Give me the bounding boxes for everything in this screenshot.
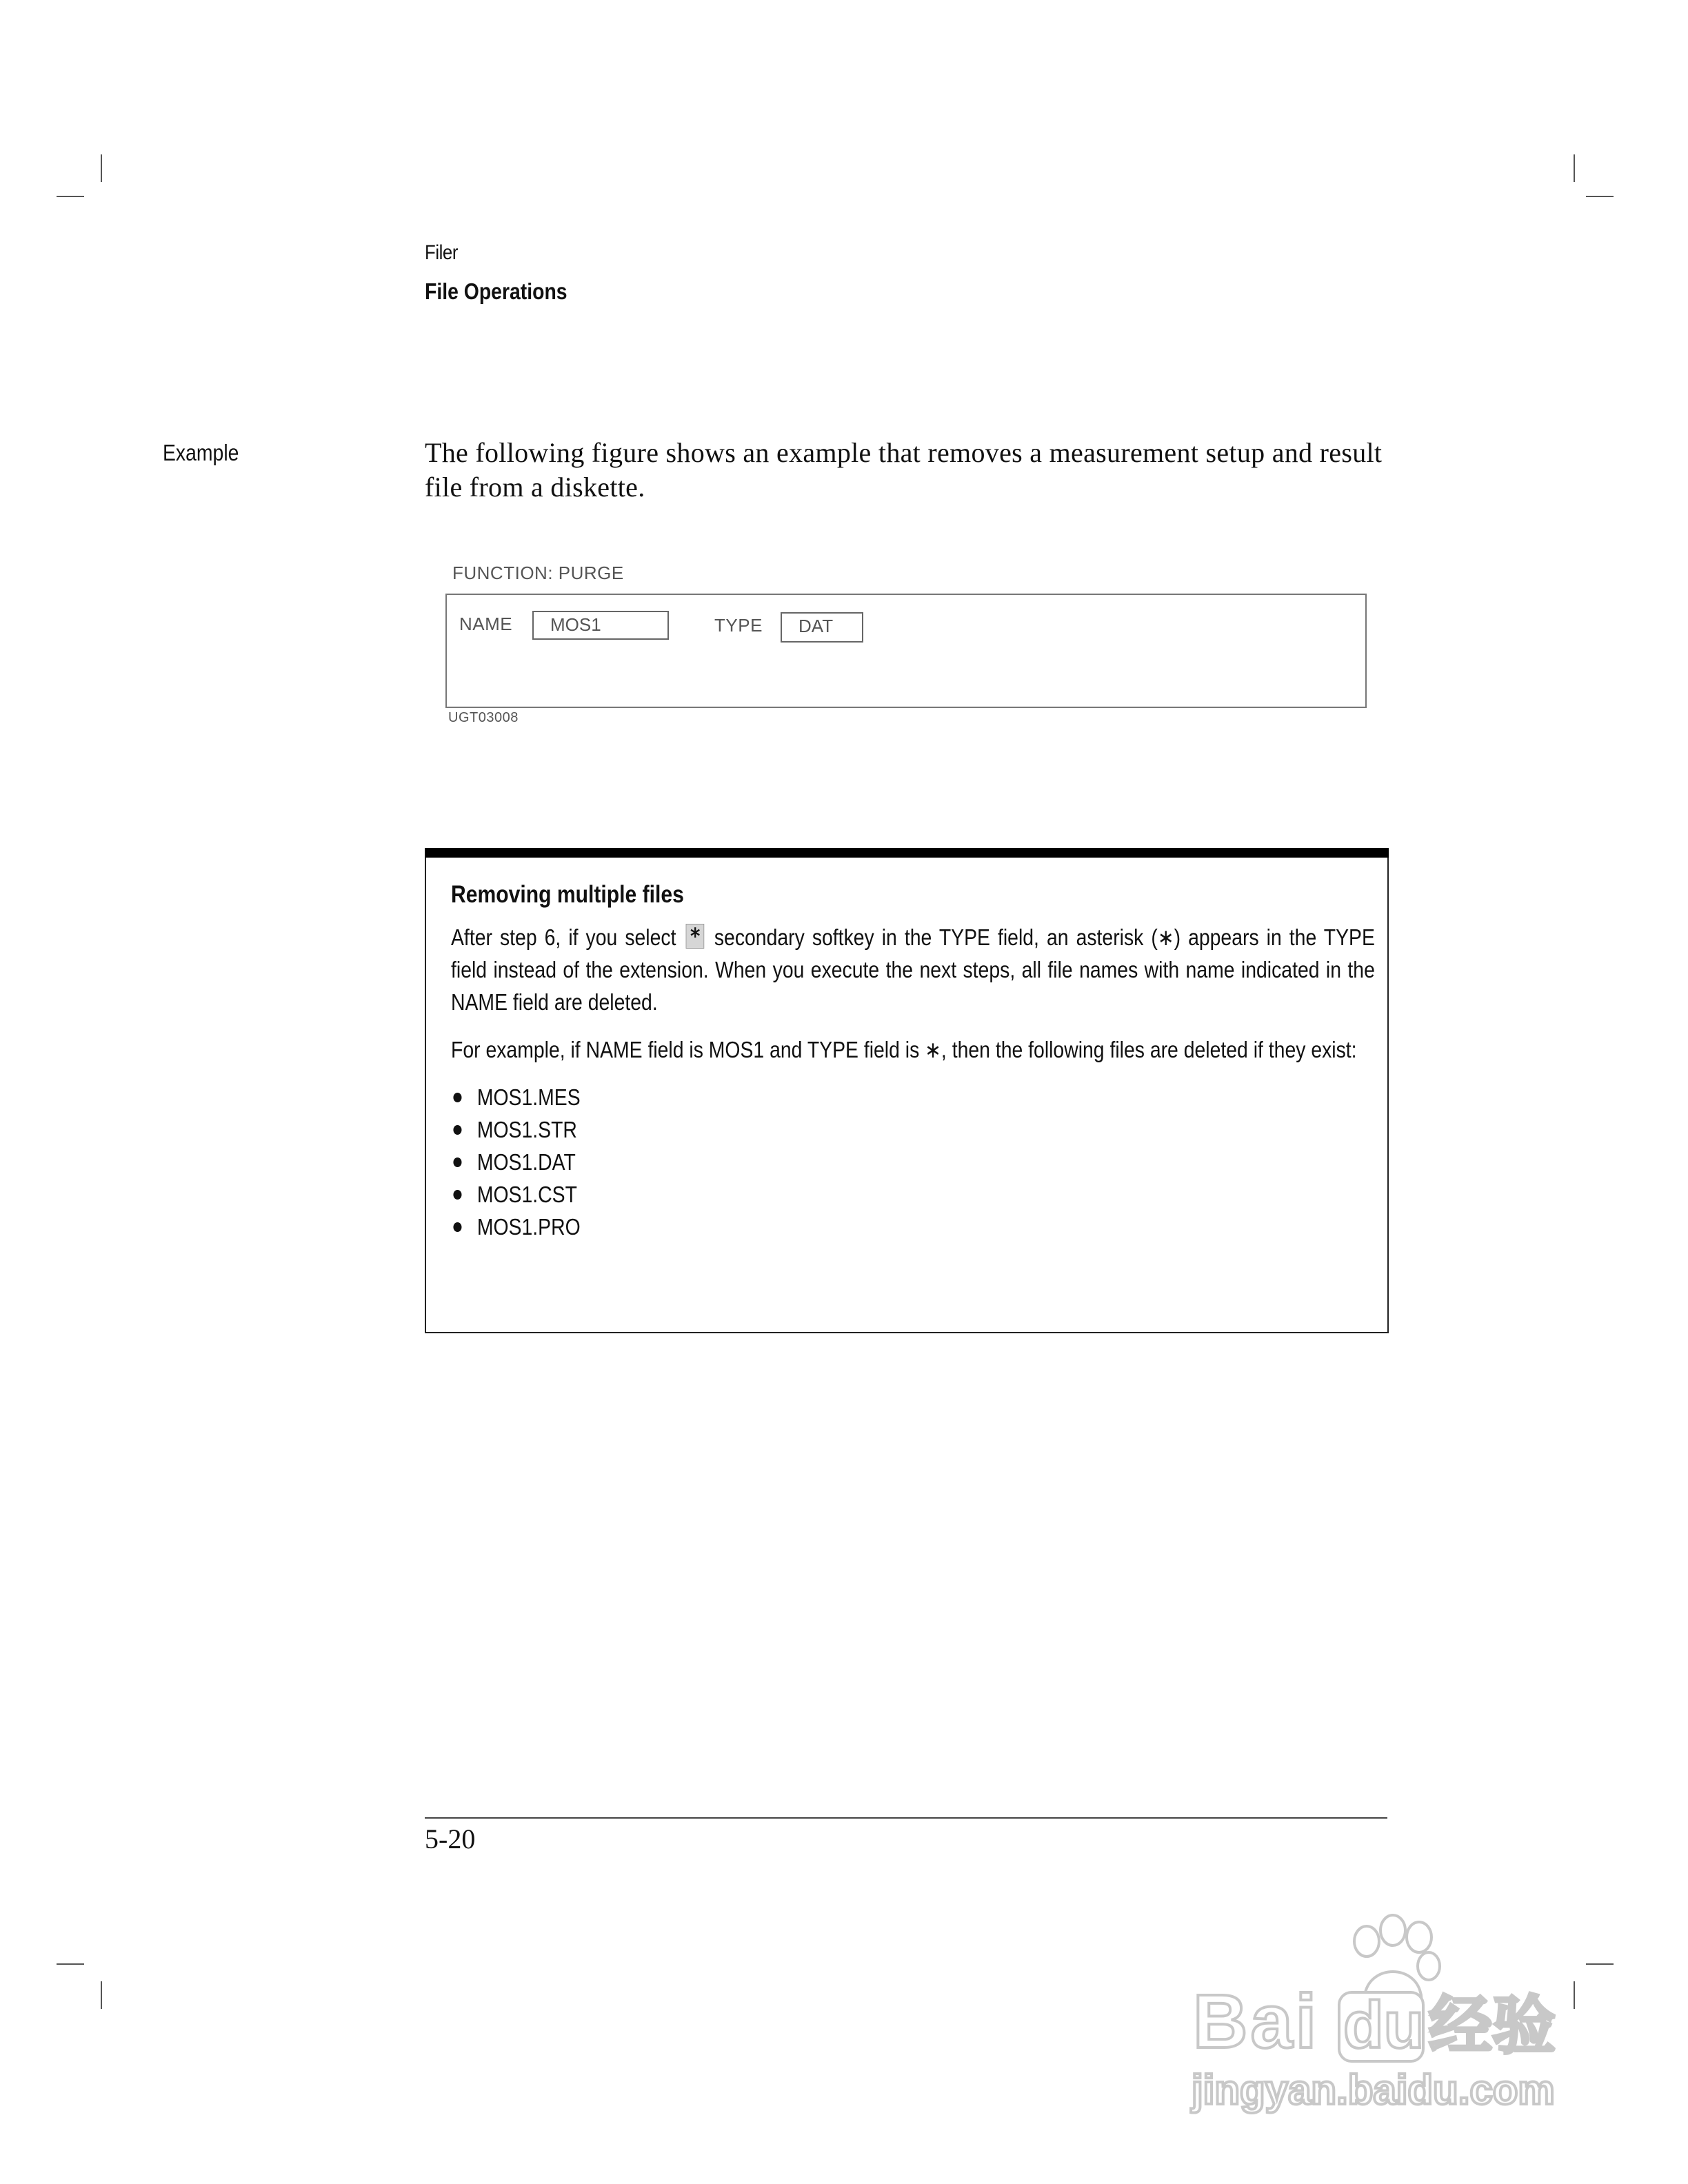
figure-type-field: DAT (781, 612, 863, 643)
list-item (451, 1211, 1245, 1243)
note-para1-before: After step 6, if you select (451, 924, 676, 950)
section-title: Filer (425, 241, 459, 264)
footer-rule (425, 1817, 1387, 1819)
svg-text:Bai: Bai (1193, 1979, 1320, 2064)
crop-mark-top-left-horizontal (57, 196, 84, 197)
note-para1-after: secondary softkey in the TYPE field, an asterisk (∗) appears in the TYPE field instead of the extension. When you execute the next steps, all file names with name indicated in the NAME field are deleted. (451, 924, 1375, 1015)
crop-mark-top-right-vertical (1574, 154, 1575, 182)
crop-mark-bottom-left-horizontal (57, 1963, 84, 1965)
intro-paragraph: The following figure shows an example that removes a measurement setup and result file from a diskette. (425, 437, 1383, 503)
note-content (451, 881, 1375, 1243)
bullet-icon (453, 1093, 461, 1102)
note-top-bar (425, 848, 1389, 858)
list-item (451, 1146, 1245, 1178)
file-name: MOS1.PRO (476, 1214, 581, 1240)
svg-text:jingyan.baidu.com: jingyan.baidu.com (1192, 2067, 1555, 2113)
file-name: MOS1.CST (476, 1182, 577, 1207)
file-name: MOS1.MES (476, 1084, 581, 1110)
note-paragraph-1 (451, 921, 1375, 1018)
figure-type-label: TYPE (714, 615, 763, 636)
list-item (451, 1113, 1245, 1146)
svg-text:du: du (1343, 1988, 1425, 2062)
bullet-icon (453, 1157, 461, 1167)
figure-function-label: FUNCTION: PURGE (452, 563, 624, 583)
note-paragraph-2: For example, if NAME field is MOS1 and TYPE field is ∗, then the following files are deleted if they exist: (451, 1037, 1357, 1062)
crop-mark-bottom-left-vertical (101, 1981, 102, 2009)
margin-label: Example (163, 440, 239, 465)
page-number: 5-20 (425, 1823, 476, 1854)
list-item (451, 1178, 1245, 1211)
crop-mark-bottom-right-vertical (1574, 1981, 1575, 2009)
file-name: MOS1.DAT (476, 1149, 576, 1175)
note-title: Removing multiple files (451, 881, 684, 908)
bullet-icon (453, 1190, 461, 1200)
baidu-watermark-logo (1186, 1910, 1572, 2116)
crop-mark-top-left-vertical (101, 154, 102, 182)
figure-name-field: MOS1 (532, 611, 669, 640)
figure-id: UGT03008 (448, 710, 519, 725)
list-item (451, 1081, 1245, 1113)
bullet-icon (453, 1125, 461, 1135)
crop-mark-top-right-horizontal (1586, 196, 1614, 197)
bullet-icon (453, 1222, 461, 1232)
svg-text:经验: 经验 (1429, 1989, 1556, 2063)
file-name: MOS1.STR (476, 1117, 577, 1142)
asterisk-softkey: * (686, 924, 704, 949)
figure-name-label: NAME (459, 614, 513, 634)
subsection-title: File Operations (425, 279, 567, 304)
file-list (451, 1081, 1245, 1243)
crop-mark-bottom-right-horizontal (1586, 1963, 1614, 1965)
